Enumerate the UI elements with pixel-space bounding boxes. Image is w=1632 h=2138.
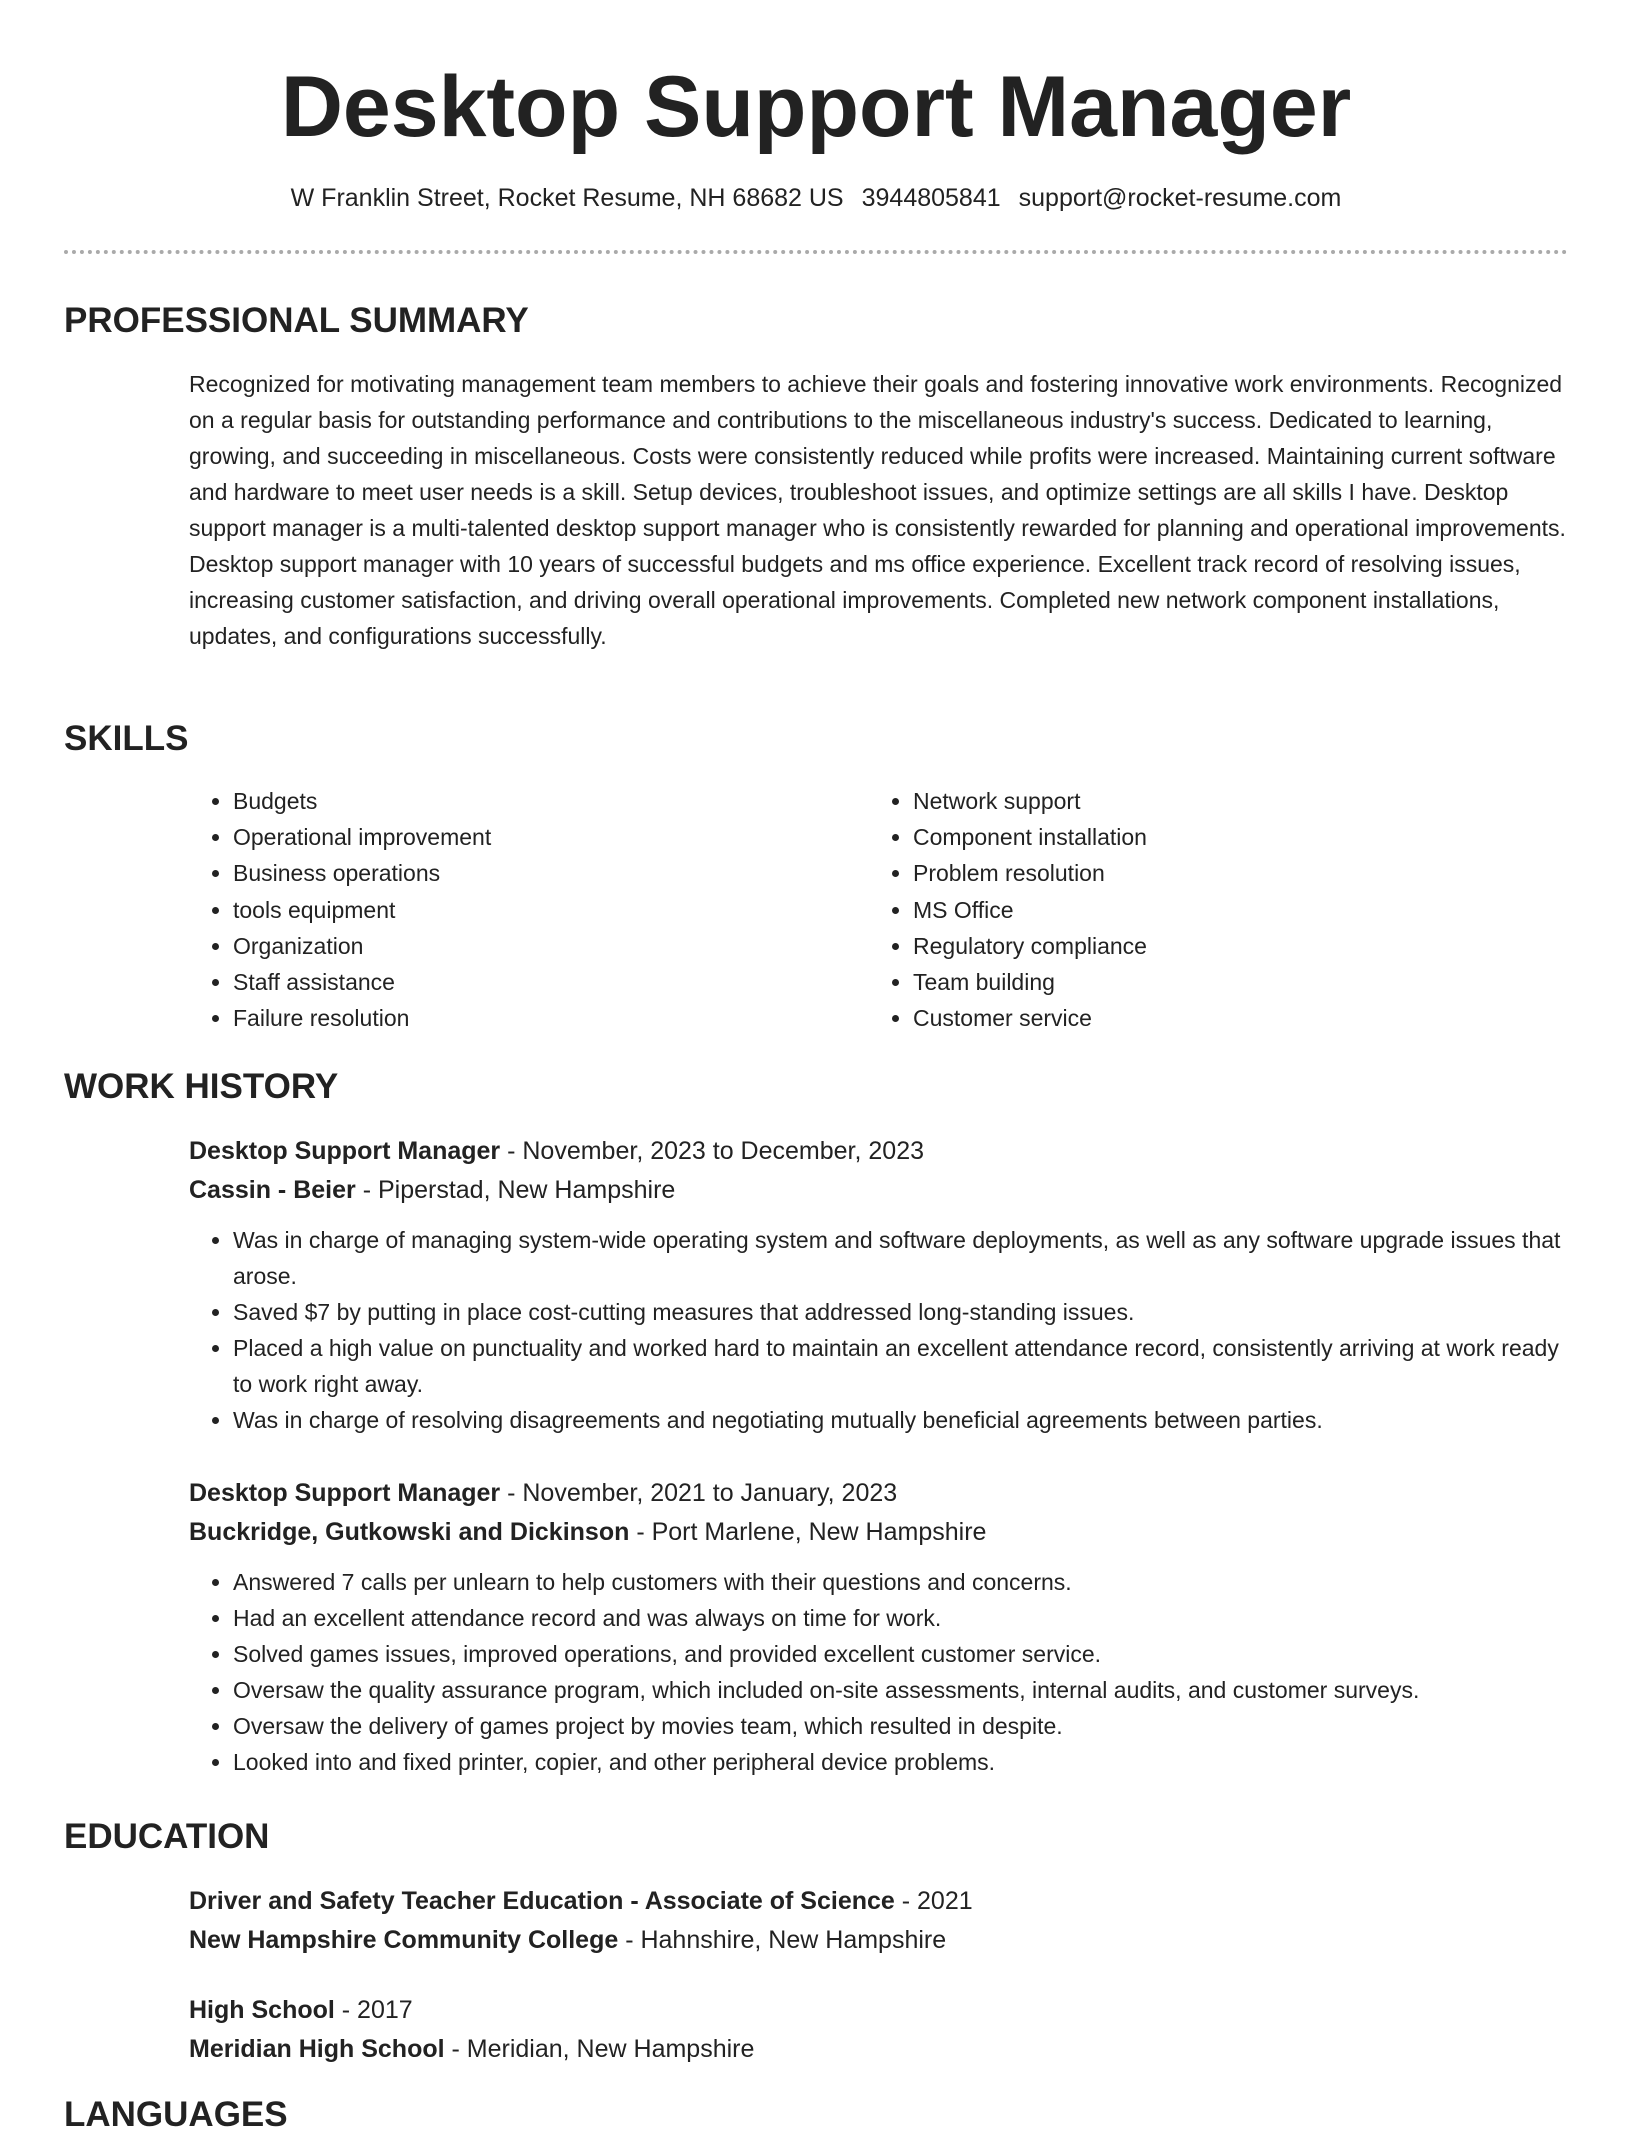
skill-item: • Regulatory compliance [913, 928, 1509, 964]
section-title-summary: PROFESSIONAL SUMMARY [64, 301, 529, 340]
contact-address: W Franklin Street, Rocket Resume, NH 68682 US [290, 184, 844, 212]
job-location: - Port Marlene, New Hampshire [629, 1518, 987, 1546]
contact-line [0, 180, 1632, 216]
job-company: Cassin - Beier [189, 1176, 356, 1204]
skill-item: • Budgets [233, 783, 829, 819]
education-location: - Meridian, New Hampshire [444, 2035, 755, 2063]
skill-item: • Problem resolution [913, 855, 1509, 891]
education-degree-line [189, 1882, 1569, 1921]
header-divider [64, 250, 1568, 254]
job-bullet: • Had an excellent attendance record and was always on time for work. [233, 1600, 1569, 1636]
education-degree-line [189, 1991, 1569, 2030]
skill-item: • tools equipment [233, 892, 829, 928]
skills-list-left [189, 783, 829, 1036]
education-degree: Driver and Safety Teacher Education - Associate of Science [189, 1887, 895, 1915]
skill-item: • Business operations [233, 855, 829, 891]
job-title: Desktop Support Manager [189, 1137, 501, 1165]
education-entry [189, 1882, 1569, 1960]
job-bullets [189, 1222, 1569, 1438]
education-location: - Hahnshire, New Hampshire [618, 1926, 947, 1954]
job-title: Desktop Support Manager [189, 1479, 501, 1507]
job-company-line [189, 1171, 1569, 1210]
job-bullet: • Oversaw the quality assurance program, which included on-site assessments, internal audits, and customer surveys. [233, 1672, 1569, 1708]
job-bullet: • Looked into and fixed printer, copier, and other peripheral device problems. [233, 1744, 1569, 1780]
section-title-work: WORK HISTORY [64, 1067, 339, 1106]
skill-item: • Staff assistance [233, 964, 829, 1000]
job-entry [189, 1132, 1569, 1438]
job-bullet: • Was in charge of resolving disagreements and negotiating mutually beneficial agreements between parties. [233, 1402, 1569, 1438]
job-bullet: • Placed a high value on punctuality and worked hard to maintain an excellent attendance record, consistently arriving at work ready to work right away. [233, 1330, 1569, 1402]
education-entry [189, 1991, 1569, 2069]
job-title-line [189, 1474, 1569, 1513]
job-bullet: • Saved $7 by putting in place cost-cutting measures that addressed long-standing issues. [233, 1294, 1569, 1330]
skill-item: • Component installation [913, 819, 1509, 855]
job-bullets [189, 1564, 1569, 1780]
job-dates: - November, 2023 to December, 2023 [500, 1137, 925, 1165]
skill-item: • Operational improvement [233, 819, 829, 855]
skills-column-right [869, 783, 1509, 1036]
job-company: Buckridge, Gutkowski and Dickinson [189, 1518, 630, 1546]
education-year: - 2017 [334, 1996, 413, 2024]
skill-item: • Team building [913, 964, 1509, 1000]
education-school: Meridian High School [189, 2035, 445, 2063]
candidate-name: Desktop Support Manager [280, 59, 1352, 155]
job-bullet: • Oversaw the delivery of games project by movies team, which resulted in despite. [233, 1708, 1569, 1744]
education-school: New Hampshire Community College [189, 1926, 619, 1954]
job-company-line [189, 1513, 1569, 1552]
section-title-skills: SKILLS [64, 719, 189, 758]
contact-phone: 3944805841 [861, 184, 1001, 212]
skill-item: • Failure resolution [233, 1000, 829, 1036]
job-location: - Piperstad, New Hampshire [355, 1176, 676, 1204]
skills-column-left [189, 783, 829, 1036]
skills-list-right [869, 783, 1509, 1036]
job-bullet: • Was in charge of managing system-wide operating system and software deployments, as well as any software upgrade issues that arose. [233, 1222, 1569, 1294]
skill-item: • Customer service [913, 1000, 1509, 1036]
job-bullet: • Answered 7 calls per unlearn to help customers with their questions and concerns. [233, 1564, 1569, 1600]
section-title-education: EDUCATION [64, 1817, 270, 1856]
job-bullet: • Solved games issues, improved operations, and provided excellent customer service. [233, 1636, 1569, 1672]
skill-item: • Network support [913, 783, 1509, 819]
job-dates: - November, 2021 to January, 2023 [500, 1479, 898, 1507]
summary-text: Recognized for motivating management team members to achieve their goals and fostering innovative work environments. Recognized on a regular basis for outstanding performance and contributions to the miscellaneous industry's success. Dedicated to learning, growing, and succeeding in miscellaneous. Costs were consistently reduced while profits were increased. Maintaining current software and hardware to meet user needs is a skill. Setup devices, troubleshoot issues, and optimize settings are all skills I have. Desktop support manager is a multi-talented desktop support manager who is consistently rewarded for planning and operational improvements. Desktop support manager with 10 years of successful budgets and ms office experience. Excellent track record of resolving issues, increasing customer satisfaction, and driving overall operational improvements. Completed new network component installations, updates, and configurations successfully. [189, 371, 1566, 649]
job-title-line [189, 1132, 1569, 1171]
contact-email: support@rocket-resume.com [1018, 184, 1342, 212]
section-title-languages: LANGUAGES [64, 2095, 288, 2134]
education-degree: High School [189, 1996, 335, 2024]
skill-item: • Organization [233, 928, 829, 964]
education-school-line [189, 1921, 1569, 1960]
education-school-line [189, 2030, 1569, 2069]
job-entry [189, 1474, 1569, 1780]
education-year: - 2021 [894, 1887, 973, 1915]
skill-item: • MS Office [913, 892, 1509, 928]
